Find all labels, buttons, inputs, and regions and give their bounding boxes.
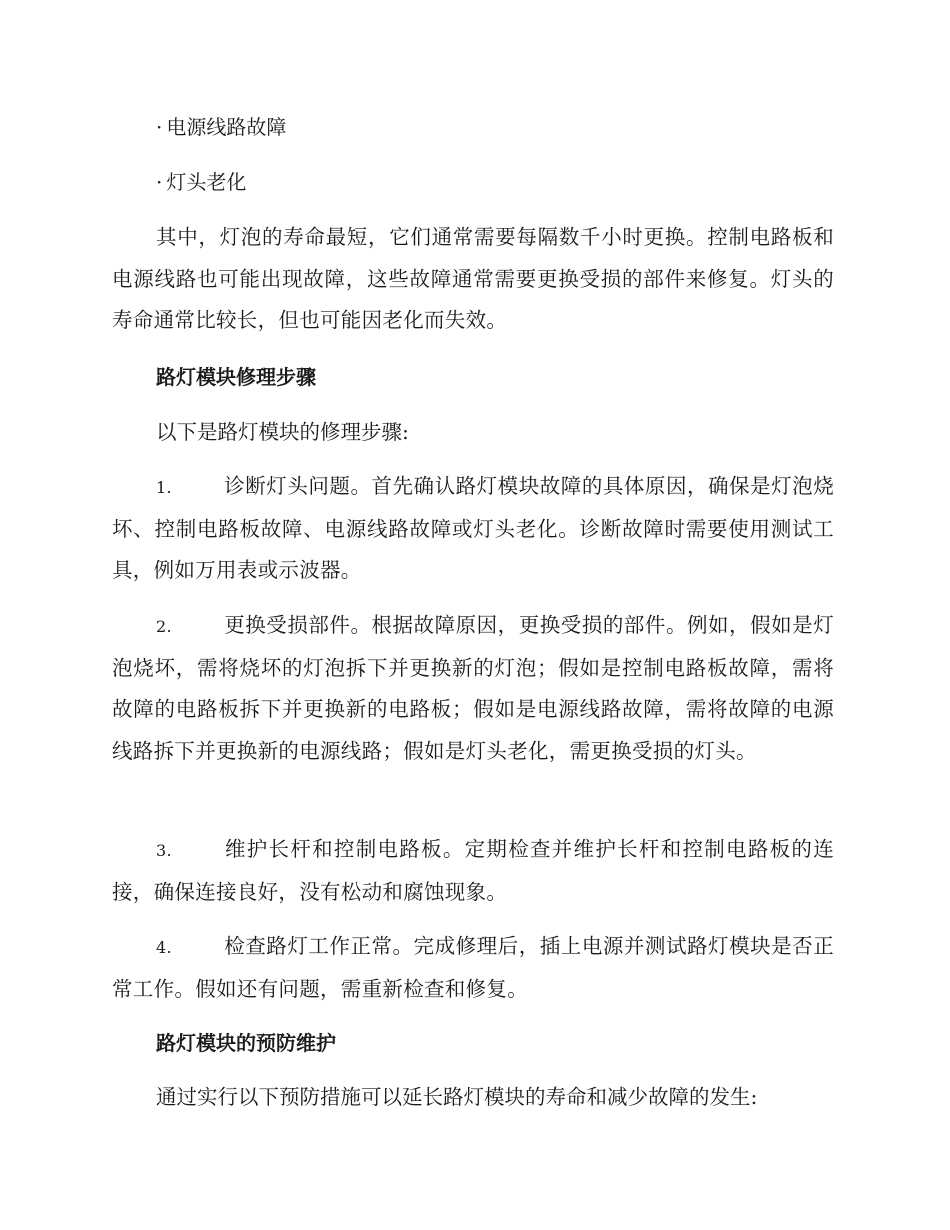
section-intro-repair: 以下是路灯模块的修理步骤: xyxy=(156,420,409,444)
section-intro-prevention: 通过实行以下预防措施可以延长路灯模块的寿命和减少故障的发生: xyxy=(156,1085,758,1109)
section-heading-prevention: 路灯模块的预防维护 xyxy=(156,1031,336,1055)
repair-step xyxy=(112,926,834,1010)
step-number: 3. xyxy=(156,841,172,860)
step-number: 2. xyxy=(156,617,172,636)
step-number: 4. xyxy=(156,938,172,957)
bullet-item xyxy=(156,115,286,139)
repair-step xyxy=(112,829,834,913)
bullet-marker: · xyxy=(156,170,163,194)
section-heading-repair: 路灯模块修理步骤 xyxy=(156,365,316,389)
repair-step xyxy=(112,466,834,592)
step-text: 更换受损部件。根据故障原因，更换受损的部件。例如，假如是灯泡烧坏，需将烧坏的灯泡拆下并更换新的灯泡；假如是控制电路板故障，需将故障的电路板拆下并更换新的电路板；假如是电源线路故障，需将故障的电源线路拆下并更换新的电源线路；假如是灯头老化，需更换受损的灯头。 xyxy=(112,613,834,763)
step-text: 检查路灯工作正常。完成修理后，插上电源并测试路灯模块是否正常工作。假如还有问题，需重新检查和修复。 xyxy=(112,934,834,1001)
paragraph-lifespan: 其中，灯泡的寿命最短，它们通常需要每隔数千小时更换。控制电路板和电源线路也可能出现故障，这些故障通常需要更换受损的部件来修复。灯头的寿命通常比较长，但也可能因老化而失效。 xyxy=(112,225,834,332)
bullet-marker: · xyxy=(156,115,163,139)
step-number: 1. xyxy=(156,478,172,497)
step-text: 维护长杆和控制电路板。定期检查并维护长杆和控制电路板的连接，确保连接良好，没有松动和腐蚀现象。 xyxy=(112,837,834,904)
repair-step xyxy=(112,605,834,772)
bullet-text: 灯头老化 xyxy=(166,170,247,194)
bullet-text: 电源线路故障 xyxy=(166,115,287,139)
bullet-item xyxy=(156,170,246,194)
step-text: 诊断灯头问题。首先确认路灯模块故障的具体原因，确保是灯泡烧坏、控制电路板故障、电源线路故障或灯头老化。诊断故障时需要使用测试工具，例如万用表或示波器。 xyxy=(112,474,834,582)
